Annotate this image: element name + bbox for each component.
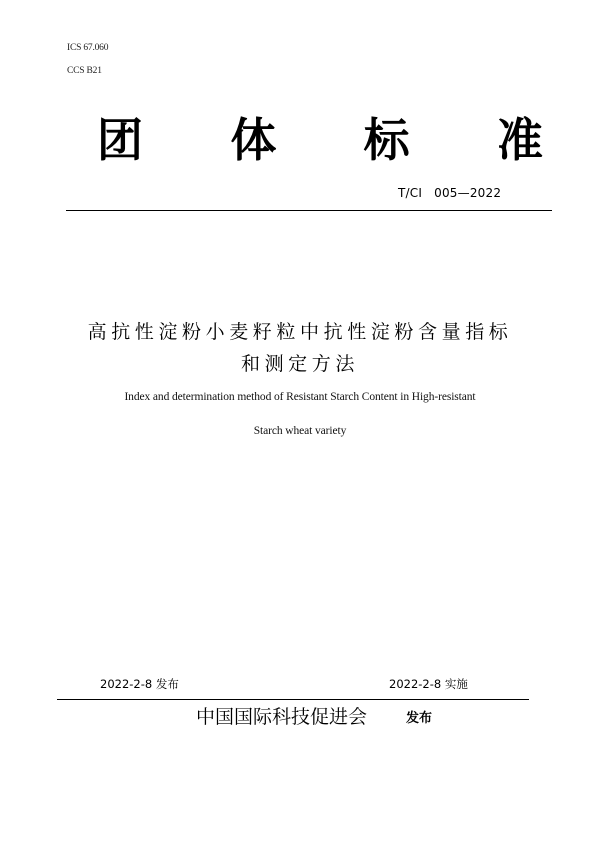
- chinese-title-line-1: 高抗性淀粉小麦籽粒中抗性淀粉含量指标: [87, 321, 513, 343]
- ics-code: ICS 67.060: [67, 43, 109, 53]
- implementation-date: 2022-2-8 实施: [389, 677, 468, 691]
- publish-label: 发布: [406, 711, 433, 726]
- footer-divider: [57, 699, 529, 700]
- document-type-char: 标: [363, 113, 410, 167]
- document-type-char: 体: [230, 113, 277, 167]
- document-type-char: 团: [97, 113, 143, 167]
- english-title-line-1: Index and determination method of Resistant Starch Content in High-resistant: [124, 391, 476, 403]
- english-title-line-2: Starch wheat variety: [253, 425, 347, 437]
- chinese-title-line-2: 和测定方法: [240, 353, 359, 375]
- header-divider: [66, 210, 552, 211]
- document-type-heading: [90, 110, 550, 170]
- document-type-char: 准: [496, 113, 543, 167]
- publisher-name: 中国国际科技促进会: [196, 706, 368, 728]
- release-date: 2022-2-8 发布: [100, 677, 179, 691]
- ccs-code: CCS B21: [67, 66, 102, 76]
- standard-number: T/CI 005—2022: [398, 186, 502, 200]
